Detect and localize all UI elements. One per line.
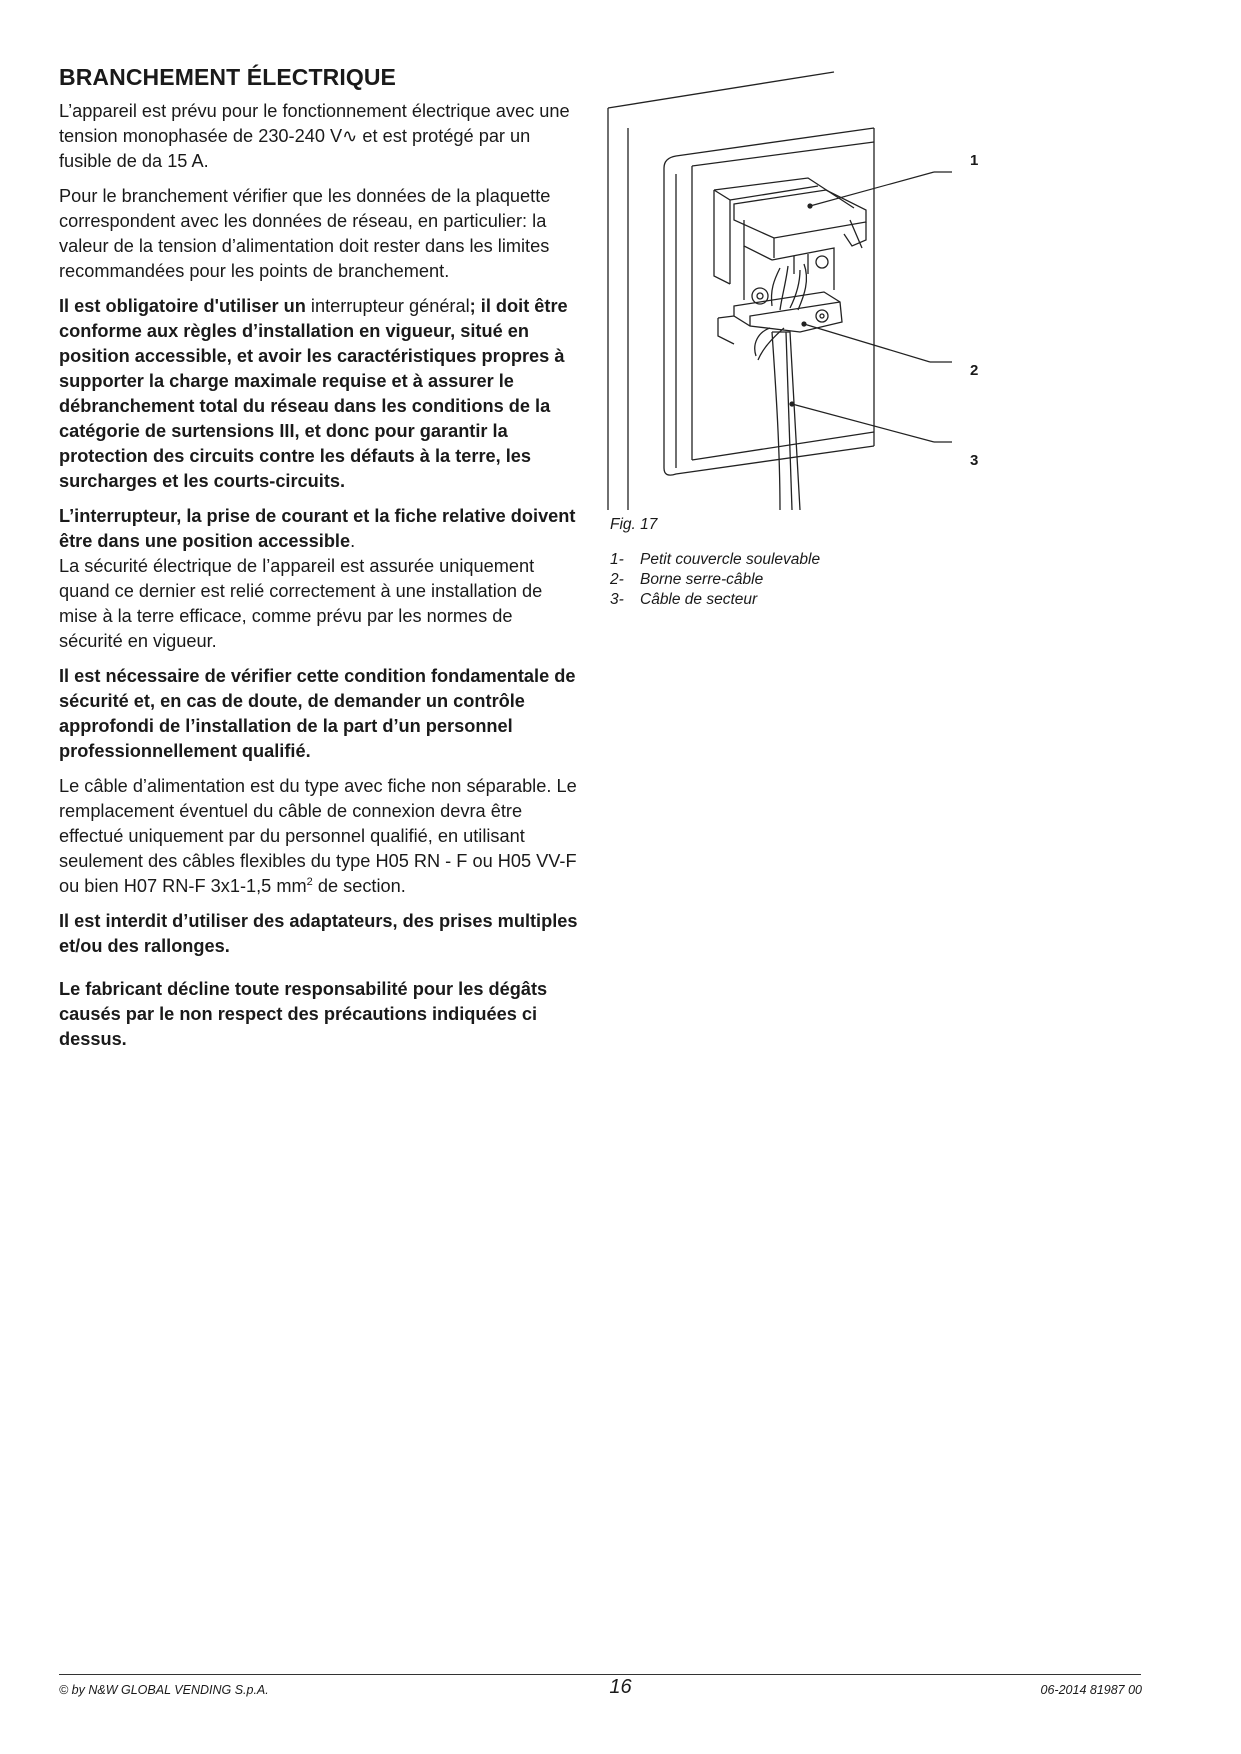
main-switch-bold-a: Il est obligatoire d'utiliser un (59, 296, 306, 316)
cable-type-sup: 2 (306, 875, 313, 888)
text-column (59, 64, 579, 1062)
paragraph-adapters (59, 909, 579, 959)
cable-type-text-a: Le câble d’alimentation est du type avec fiche non séparable. Le remplacement éventuel du câble de connexion devra être effectué uniquement par du personnel qualifié, en utilisant seulement des câbles flexibles du type H05 RN - F ou H05 VV-F ou bien H07 RN-F 3x1-1,5 mm (59, 776, 577, 896)
callout-3: 3 (970, 452, 979, 469)
footer-copyright: © by N&W GLOBAL VENDING S.p.A. (59, 1683, 269, 1697)
paragraph-check-data: Pour le branchement vérifier que les données de la plaquette correspondent avec les données de réseau, en particulier: la valeur de la tension d’alimentation doit rester dans les limites recommandées pour les points de branchement. (59, 186, 551, 281)
main-switch-normal: interrupteur général (305, 296, 470, 316)
connection-figure (604, 70, 1004, 510)
callout-1: 1 (970, 152, 979, 169)
page-number: 16 (609, 1676, 632, 1698)
legend-label: Câble de secteur (640, 591, 758, 608)
legend-item (610, 570, 820, 590)
legend-label: Borne serre-câble (640, 571, 764, 588)
paragraph-earthing: La sécurité électrique de l’appareil est assurée uniquement quand ce dernier est relié correctement à une installation de mise à la terre efficace, comme prévu par les normes de sécurité en vigueur. (59, 556, 543, 651)
accessible-dot: . (350, 531, 356, 551)
legend-number: 2- (610, 571, 624, 588)
liability-bold: Le fabricant décline toute responsabilité pour les dégâts causés par le non respect des précautions indiquées ci dessus. (59, 979, 548, 1049)
cable-type-text-b: de section. (312, 876, 406, 896)
paragraph-liability (59, 977, 579, 1052)
adapters-bold: Il est interdit d’utiliser des adaptateurs, des prises multiples et/ou des rallonges. (59, 911, 578, 956)
main-switch-bold-b: ; il doit être conforme aux règles d’installation en vigueur, situé en position accessible, et avoir les caractéristiques propres à supporter la charge maximale requise et à assurer le débranchement total du réseau dans les conditions de la catégorie de surtensions III, et donc pour garantir la protection des circuits contre les défauts à la terre, les surcharges et les courts-circuits. (59, 296, 568, 491)
paragraph-cable-type (59, 774, 579, 899)
callout-2: 2 (970, 362, 979, 379)
figure-caption: Fig. 17 (610, 516, 658, 533)
legend-item (610, 590, 820, 610)
accessible-bold: L’interrupteur, la prise de courant et la fiche relative doivent être dans une position accessible (59, 506, 576, 551)
paragraph-main-switch (59, 294, 579, 494)
socket-illustration (604, 70, 1004, 510)
legend-number: 1- (610, 551, 624, 568)
footer-divider (59, 1674, 1141, 1675)
paragraph-accessible (59, 504, 579, 554)
paragraph-verify (59, 664, 579, 764)
paragraph-voltage: L’appareil est prévu pour le fonctionnement électrique avec une tension monophasée de 230-240 V∿ et est protégé par un fusible de da 15 A. (59, 101, 570, 171)
legend-item (610, 550, 820, 570)
legend-number: 3- (610, 591, 624, 608)
verify-bold: Il est nécessaire de vérifier cette condition fondamentale de sécurité et, en cas de doute, de demander un contrôle approfondi de l’installation de la part d’un personnel professionnellement qualifié. (59, 666, 576, 761)
section-title: BRANCHEMENT ÉLECTRIQUE (59, 64, 396, 90)
figure-legend (610, 550, 820, 610)
legend-label: Petit couvercle soulevable (640, 551, 821, 568)
footer-doc-code: 06-2014 81987 00 (1040, 1683, 1142, 1697)
